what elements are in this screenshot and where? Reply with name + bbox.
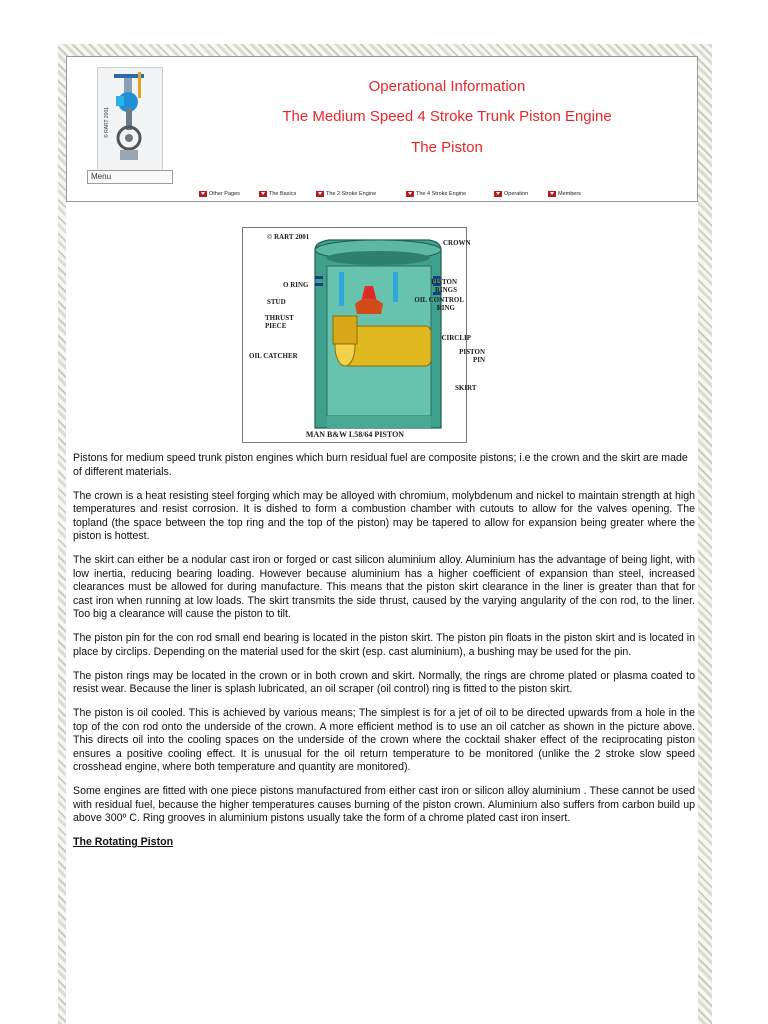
article-body <box>73 452 695 860</box>
nav-label: The 2 Stroke Engine <box>326 191 377 197</box>
figure-caption: MAN B&W L58/64 PISTON <box>305 430 405 439</box>
figure-copyright: © RART 2001 <box>267 233 310 241</box>
nav-label: Other Pages <box>209 191 240 197</box>
paragraph-composite-pistons: Pistons for medium speed trunk piston engines which burn residual fuel are composite pistons; i.e the crown and the skirt are made of different materials. <box>73 452 688 478</box>
label-piston-pin-1: PISTON <box>459 348 485 356</box>
paragraph-skirt: The skirt can either be a nodular cast iron or forged or cast silicon aluminium alloy. Aluminium has the advantage of being light, with low inertia, reducing bearing loading. However because aluminium has a higher coefficient of expansion than steel, increased clearances must be allowed for during manufacture. This means that the piston skirt clearance in the liner is greater than that for cast iron when running at low loads. The skirt transmits the side thrust, caused by the varying angularity of the con rod, to the liner. Too big a clearance will cause the piston to tilt. <box>73 554 695 620</box>
nav-label: The 4 Stroke Engine <box>416 191 467 197</box>
label-piece: PIECE <box>265 322 287 330</box>
nav-operation[interactable] <box>494 190 528 198</box>
dropdown-arrow-icon <box>259 191 267 197</box>
label-piston-rings-2: RINGS <box>434 286 457 294</box>
piston-diagram <box>242 227 485 443</box>
paragraph-piston-rings: The piston rings may be located in the crown or in both crown and skirt. Normally, the rings are chrome plated or plasma coated to resist wear. Because the liner is splash lubricated, an oil scraper (oil control) ring is fitted to the piston skirt. <box>73 669 695 695</box>
label-o-ring: O RING <box>283 281 309 289</box>
nav-label: Operation <box>504 191 529 197</box>
label-stud: STUD <box>267 298 286 306</box>
nav-label: The Basics <box>269 191 297 197</box>
dropdown-arrow-icon <box>199 191 207 197</box>
paragraph-cooling: The piston is oil cooled. This is achieved by various means; The simplest is for a jet of oil to be directed upwards from a hole in the top of the con rod onto the underside of the crown. A more efficient method is to use an oil catcher as shown in the picture above. This directs oil into the cooling spaces on the underside of the crown where the cocktail shaker effect of the reciprocating piston ensures a positive cooling effect. It is unusual for the oil return temperature to be monitored (unlike the 2 stroke slow speed crosshead engine, where both temperature and quantity are monitored). <box>73 707 695 773</box>
dropdown-arrow-icon <box>316 191 324 197</box>
menu-dropdown[interactable]: Menu <box>87 170 173 184</box>
label-piston-rings-1: PISTON <box>431 278 457 286</box>
label-oil-control-2: RING <box>436 304 455 312</box>
nav-other-pages[interactable] <box>199 190 240 198</box>
logo-caption: © RART 2001 <box>104 106 110 138</box>
paragraph-crown: The crown is a heat resisting steel forging which may be alloyed with chromium, molybdenum and nickel to maintain strength at high temperatures and resist corrosion. It is dished to form a combustion chamber with cutouts to allow for the valves opening. The topland (the space between the top ring and the top of the piston) may be tapered to allow for expansion being greater where the piston is hottest. <box>73 489 695 542</box>
page-heading: Operational Information <box>368 78 526 95</box>
label-skirt: SKIRT <box>455 384 477 392</box>
nav-label: Members <box>558 191 581 197</box>
paragraph-piston-pin: The piston pin for the con rod small end bearing is located in the piston skirt. The piston pin floats in the piston skirt and is located in place by circlips. Depending on the material used for the skirt (esp. cast aluminium), a bushing may be used for the pin. <box>73 632 695 658</box>
label-crown: CROWN <box>443 239 471 247</box>
dropdown-arrow-icon <box>548 191 556 197</box>
nav-members[interactable] <box>548 190 581 198</box>
page-subheading: The Medium Speed 4 Stroke Trunk Piston Engine <box>282 108 612 125</box>
label-thrust: THRUST <box>265 314 294 322</box>
dropdown-arrow-icon <box>494 191 502 197</box>
dropdown-arrow-icon <box>406 191 414 197</box>
label-circlip: CIRCLIP <box>441 334 471 342</box>
header-panel <box>66 56 698 202</box>
nav-2-stroke-engine[interactable] <box>316 190 376 198</box>
label-oil-control-1: OIL CONTROL <box>414 296 464 304</box>
engine-logo-image <box>97 67 163 171</box>
page-topic: The Piston <box>411 139 483 156</box>
nav-the-basics[interactable] <box>259 190 296 198</box>
label-piston-pin-2: PIN <box>472 356 485 364</box>
title-block <box>197 77 697 158</box>
rotating-piston-link[interactable]: The Rotating Piston <box>73 836 174 848</box>
nav-4-stroke-engine[interactable] <box>406 190 466 198</box>
label-oil-catcher: OIL CATCHER <box>249 352 298 360</box>
paragraph-one-piece: Some engines are fitted with one piece pistons manufactured from either cast iron or silicon alloy aluminium . These cannot be used with residual fuel, because the higher temperatures causes burning of the piston crown. Aluminium also suffers from carbon build up above 300º C. Ring grooves in aluminium pistons usually take the form of a chrome plated cast iron insert. <box>73 785 695 824</box>
